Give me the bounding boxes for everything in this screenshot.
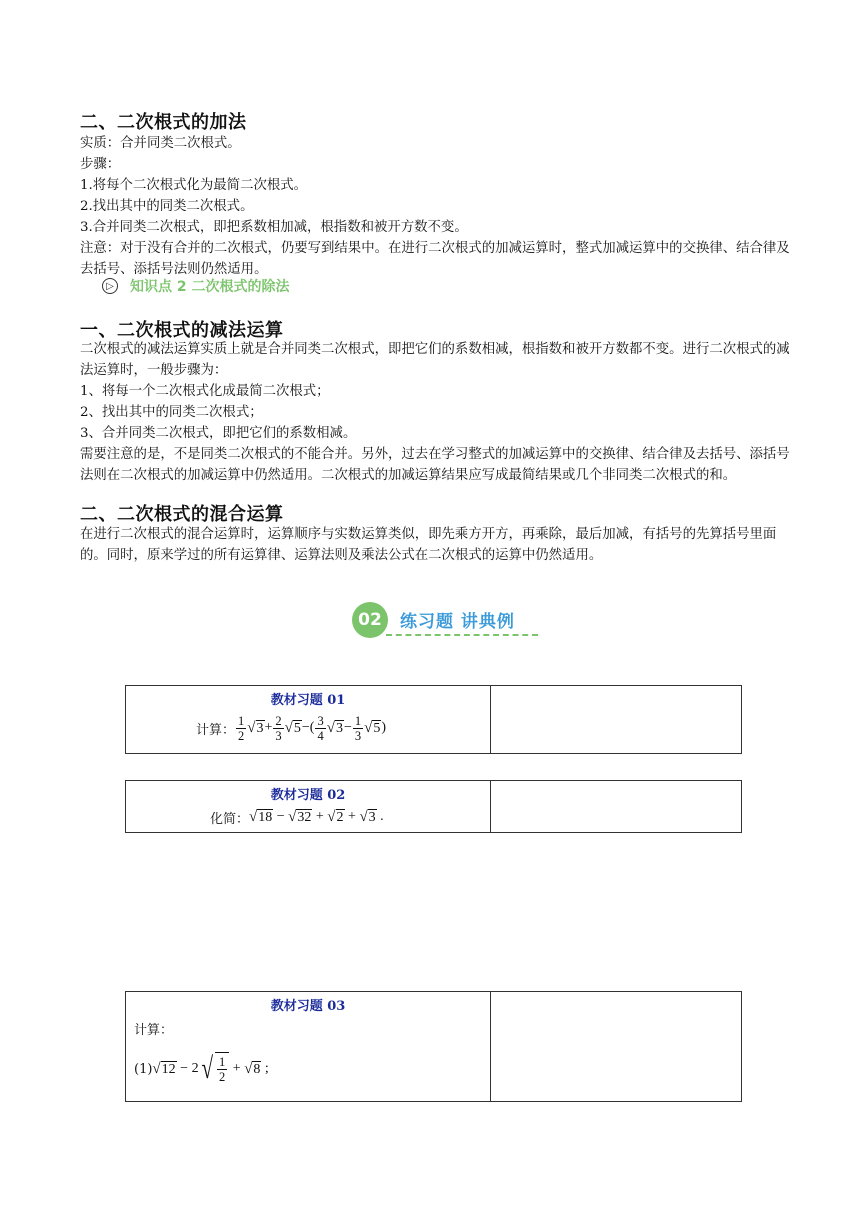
section-heading-mixed: 二、二次根式的混合运算 — [80, 504, 284, 525]
exercise-box-03 — [125, 991, 742, 1102]
mixed-body — [80, 524, 792, 566]
exercise-box-01 — [125, 685, 742, 754]
paragraph-line: 2.找出其中的同类二次根式。 — [80, 199, 254, 214]
radical: √ 3 — [359, 809, 376, 825]
fraction: $\frac{3}{4}$ — [317, 713, 324, 743]
radical: √ 5 — [364, 720, 381, 736]
practice-section-header — [350, 600, 550, 640]
section-heading-addition: 二、二次根式的加法 — [80, 112, 247, 133]
section-number-badge: 02 — [352, 602, 388, 638]
exercise-expression: (1) √ 12 − 2 √ $\frac{1}{2}$ + √ 8 ; — [134, 1052, 269, 1085]
paragraph-line: 需要注意的是，不是同类二次根式的不能合并。另外，过去在学习整式的加减运算中的交换律、结合律及去括号、添括号法则在二次根式的加减运算中仍然适用。二次根式的加减运算结果应写成最简结果或几个非同类二次根式的和。 — [80, 447, 790, 483]
paragraph-line: 注意：对于没有合并的二次根式，仍要写到结果中。在进行二次根式的加减运算时，整式加减运算中的交换律、结合律及去括号、添括号法则仍然适用。 — [80, 241, 790, 277]
radical: √ 8 — [244, 1061, 261, 1077]
paragraph-line: 1、将每一个二次根式化成最简二次根式； — [80, 384, 330, 399]
part-label: (1) — [134, 1061, 153, 1077]
exercise-answer-cell — [491, 686, 741, 753]
subtraction-body — [80, 339, 792, 486]
paragraph-line: 实质：合并同类二次根式。 — [80, 136, 241, 151]
radical: √ $\frac{1}{2}$ — [199, 1052, 230, 1086]
paragraph-line: 二次根式的减法运算实质上就是合并同类二次根式，即把它们的系数相减，根指数和被开方数都不变。进行二次根式的减法运算时，一般步骤为： — [80, 342, 790, 378]
paragraph-line: 3.合并同类二次根式，即把系数相加减，根指数和被开方数不变。 — [80, 220, 468, 235]
practice-section-title: 练习题 讲典例 — [400, 612, 515, 632]
exercise-title: 教材习题 03 — [270, 999, 346, 1014]
radical: √ 32 — [288, 809, 312, 825]
radical: √ 3 — [247, 720, 264, 736]
exercise-prompt: 计算： — [196, 722, 236, 738]
exercise-title: 教材习题 01 — [270, 693, 346, 708]
knowledge-point-2 — [102, 276, 290, 296]
exercise-question-cell — [126, 992, 491, 1101]
fraction: $\frac{2}{3}$ — [275, 713, 282, 743]
exercise-title: 教材习题 02 — [270, 788, 346, 803]
radical: √ 12 — [152, 1061, 176, 1077]
paragraph-line: 1.将每个二次根式化为最简二次根式。 — [80, 178, 308, 193]
paragraph-line: 3、合并同类二次根式，即把它们的系数相减。 — [80, 426, 357, 441]
exercise-question-cell — [126, 781, 491, 832]
knowledge-point-label: 知识点 2 二次根式的除法 — [130, 279, 290, 295]
circle-play-icon: ▷ — [102, 278, 118, 294]
exercise-expression: 化简： √ 18 − √ 32 + √ 2 + √ 3 . — [210, 809, 384, 827]
paragraph-line: 在进行二次根式的混合运算时，运算顺序与实数运算类似，即先乘方开方，再乘除，最后加减，有括号的先算括号里面的。同时，原来学过的所有运算律、运算法则及乘法公式在二次根式的运算中仍然适用。 — [80, 527, 777, 563]
fraction: $\frac{1}{2}$ — [238, 713, 245, 743]
fraction: $\frac{1}{2}$ — [219, 1055, 226, 1084]
exercise-expression: 计算： $\frac{1}{2}$ √ 3 + $\frac{2}{3}$ √ 5 −( $\frac{3}{4}$ √ 3 − $\frac{1}{3}$ √ 5 ) — [196, 713, 386, 743]
dashed-underline — [386, 634, 538, 636]
paragraph-line: 步骤： — [80, 157, 121, 172]
exercise-prompt: 化简： — [210, 811, 250, 827]
exercise-prompt: 计算： — [134, 1023, 174, 1038]
radical: √ 3 — [326, 720, 343, 736]
addition-body — [80, 133, 792, 280]
radical: √ 2 — [327, 809, 344, 825]
exercise-answer-cell — [491, 781, 741, 832]
paragraph-line: 2、找出其中的同类二次根式； — [80, 405, 263, 420]
exercise-answer-cell — [491, 992, 741, 1101]
exercise-question-cell — [126, 686, 491, 753]
radical: √ 18 — [249, 809, 273, 825]
fraction: $\frac{1}{3}$ — [354, 713, 362, 743]
radical: √ 5 — [284, 720, 301, 736]
section-heading-subtraction: 一、二次根式的减法运算 — [80, 320, 284, 341]
exercise-box-02 — [125, 780, 742, 833]
